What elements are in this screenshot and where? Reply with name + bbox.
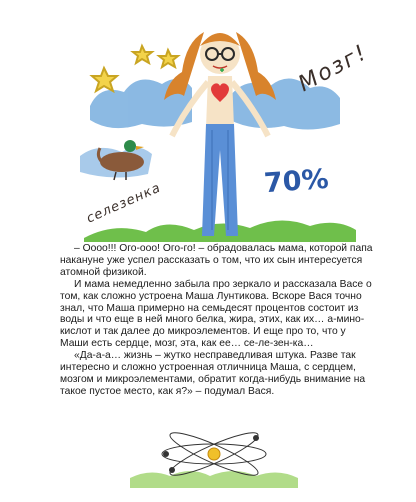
paragraph: «Да-а-а… жизнь – жутко несправедливая штука. Разве так интересно и сложно устроенная отличница Маша, с сердцем, мозгом и микроэлементами, обратит когда-нибудь внимание на такое пустое место, как я?» – подумал Вася. [60,350,366,397]
brain-label: Мозг! [294,39,373,98]
grass [84,220,356,242]
girl-figure [164,32,276,236]
spleen-label: селезенка [84,180,164,227]
water-percent-label: 70% [262,163,330,200]
paragraph: И мама немедленно забыла про зеркало и рассказала Васе о том, как сложно устроена Маша Лунтикова. Вскоре Вася точно знал, что Маша примерно на семьдесят процентов состоит из воды и что еще в ней много белка, жира, этих, как их… а-мино-кислот и так далее до микроэлементов. И еще про то, что у Маши есть сердце, мозг, эта, как ее… се-ле-зен-ка… [60,278,372,350]
story-text [60,243,376,398]
grass-strip [130,471,298,488]
girl-illustration [80,6,360,250]
atom-illustration [126,424,302,490]
paragraph: – Оооо!!! Ого-ооо! Ого-го! – обрадовалась мама, которой папа накануне уже успел рассказать о том, что их сын интересуется атомной физикой. [60,243,373,278]
